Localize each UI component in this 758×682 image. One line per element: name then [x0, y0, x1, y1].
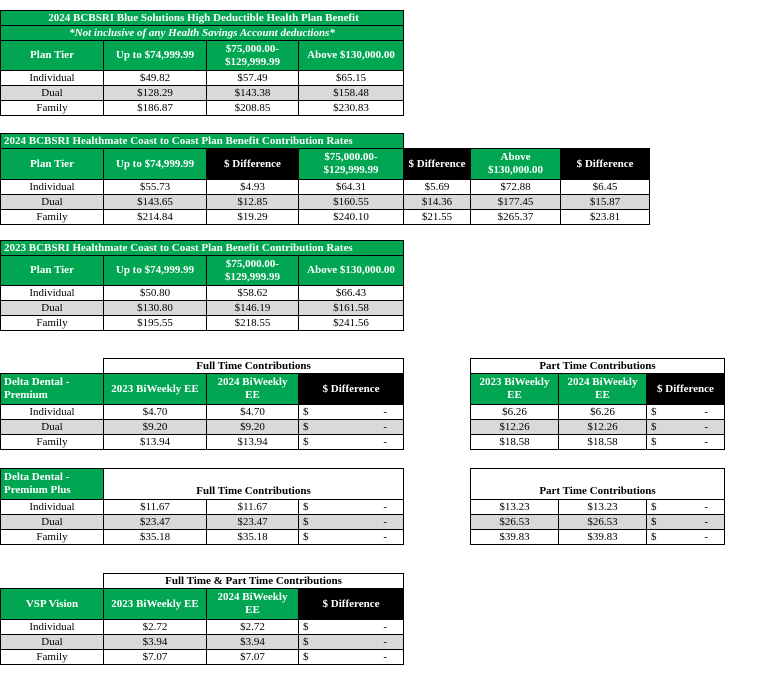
cell: $3.94 [207, 635, 299, 650]
cell: $5.69 [404, 180, 471, 195]
cell: $158.48 [299, 86, 404, 101]
col-header: Plan Tier [1, 256, 104, 286]
cell: $18.58 [471, 435, 559, 450]
table-row [1, 301, 404, 316]
coast-to-coast-2023-table [0, 240, 404, 331]
table-row [1, 180, 650, 195]
tier-label: Family [1, 316, 104, 331]
col-header: 2023 BiWeekly EE [104, 374, 207, 405]
cell: $3.94 [104, 635, 207, 650]
tier-label: Family [1, 101, 104, 116]
cell: $55.73 [104, 180, 207, 195]
cell: $6.26 [559, 405, 647, 420]
table-row [471, 530, 725, 545]
dental-premium-fulltime-table [0, 358, 404, 450]
cell: $50.80 [104, 286, 207, 301]
cell: $208.85 [207, 101, 299, 116]
cell: $23.47 [207, 515, 299, 530]
cell: $64.31 [299, 180, 404, 195]
col-header: $75,000.00- $129,999.99 [207, 41, 299, 71]
cell: $18.58 [559, 435, 647, 450]
cell: $57.49 [207, 71, 299, 86]
cell: $12.85 [207, 195, 299, 210]
cell: $49.82 [104, 71, 207, 86]
col-header: Up to $74,999.99 [104, 256, 207, 286]
coast-to-coast-2024-table [0, 133, 650, 225]
dental-plus-fulltime-table [0, 468, 404, 545]
tier-label: Individual [1, 500, 104, 515]
col-header: $ Difference [299, 589, 404, 620]
cell: $230.83 [299, 101, 404, 116]
tier-label: Individual [1, 620, 104, 635]
col-header: Up to $74,999.99 [104, 41, 207, 71]
cell: $39.83 [559, 530, 647, 545]
cell: $2.72 [207, 620, 299, 635]
cell: $2.72 [104, 620, 207, 635]
cell: $58.62 [207, 286, 299, 301]
cell: $11.67 [104, 500, 207, 515]
tier-label: Family [1, 650, 104, 665]
cell: $21.55 [404, 210, 471, 225]
diff-cell: $ - [647, 405, 725, 420]
plan-label: VSP Vision [1, 589, 104, 620]
table-row [1, 316, 404, 331]
table-row [1, 71, 404, 86]
table-row [471, 420, 725, 435]
cell: $66.43 [299, 286, 404, 301]
col-header: $ Difference [207, 149, 299, 180]
tier-label: Dual [1, 420, 104, 435]
cell: $143.38 [207, 86, 299, 101]
diff-cell: $ - [299, 635, 404, 650]
col-header: 2024 BiWeekly EE [207, 589, 299, 620]
table-row [471, 405, 725, 420]
table-row [1, 405, 404, 420]
cell: $35.18 [207, 530, 299, 545]
tier-label: Dual [1, 635, 104, 650]
cell: $214.84 [104, 210, 207, 225]
table-row [1, 195, 650, 210]
col-header: Above $130,000.00 [471, 149, 561, 180]
diff-cell: $ - [299, 420, 404, 435]
cell: $4.70 [104, 405, 207, 420]
dental-premium-parttime-table [470, 358, 725, 450]
diff-cell: $ - [299, 405, 404, 420]
tier-label: Dual [1, 515, 104, 530]
table-row [1, 210, 650, 225]
col-header: 2023 BiWeekly EE [471, 374, 559, 405]
diff-cell: $ - [299, 620, 404, 635]
tier-label: Individual [1, 180, 104, 195]
cell: $128.29 [104, 86, 207, 101]
cell: $265.37 [471, 210, 561, 225]
cell: $161.58 [299, 301, 404, 316]
cell: $13.23 [471, 500, 559, 515]
cell: $72.88 [471, 180, 561, 195]
cell: $13.94 [104, 435, 207, 450]
table-row [471, 515, 725, 530]
cell: $186.87 [104, 101, 207, 116]
cell: $6.26 [471, 405, 559, 420]
table-row [1, 86, 404, 101]
table-title: 2024 BCBSRI Blue Solutions High Deductible Health Plan Benefit [1, 11, 404, 26]
diff-cell: $ - [299, 650, 404, 665]
cell: $160.55 [299, 195, 404, 210]
cell: $65.15 [299, 71, 404, 86]
section-caption: Full Time & Part Time Contributions [104, 574, 404, 589]
vsp-vision-table [0, 573, 404, 665]
table-row [1, 286, 404, 301]
cell: $11.67 [207, 500, 299, 515]
col-header: Plan Tier [1, 41, 104, 71]
cell: $12.26 [471, 420, 559, 435]
table-title: 2024 BCBSRI Healthmate Coast to Coast Plan Benefit Contribution Rates [1, 134, 404, 149]
diff-cell: $ - [647, 530, 725, 545]
table-row [1, 620, 404, 635]
table-row [471, 435, 725, 450]
hdhp-2024-table [0, 10, 404, 116]
diff-cell: $ - [647, 500, 725, 515]
diff-cell: $ - [647, 435, 725, 450]
tier-label: Dual [1, 195, 104, 210]
table-row [1, 101, 404, 116]
col-header: Above $130,000.00 [299, 41, 404, 71]
cell: $13.94 [207, 435, 299, 450]
dental-plus-parttime-table [470, 468, 725, 545]
table-row [471, 500, 725, 515]
tier-label: Family [1, 530, 104, 545]
cell: $19.29 [207, 210, 299, 225]
diff-cell: $ - [647, 420, 725, 435]
tier-label: Dual [1, 86, 104, 101]
col-header: Up to $74,999.99 [104, 149, 207, 180]
section-caption: Part Time Contributions [471, 469, 725, 500]
col-header: Plan Tier [1, 149, 104, 180]
cell: $15.87 [561, 195, 650, 210]
table-row [1, 650, 404, 665]
diff-cell: $ - [299, 515, 404, 530]
table-row [1, 420, 404, 435]
col-header: $ Difference [299, 374, 404, 405]
col-header: 2024 BiWeekly EE [559, 374, 647, 405]
col-header: Above $130,000.00 [299, 256, 404, 286]
cell: $130.80 [104, 301, 207, 316]
cell: $26.53 [559, 515, 647, 530]
cell: $9.20 [207, 420, 299, 435]
table-subtitle: *Not inclusive of any Health Savings Account deductions* [1, 26, 404, 41]
diff-cell: $ - [299, 530, 404, 545]
col-header: $ Difference [647, 374, 725, 405]
cell: $14.36 [404, 195, 471, 210]
cell: $241.56 [299, 316, 404, 331]
tier-label: Dual [1, 301, 104, 316]
col-header: $ Difference [404, 149, 471, 180]
plan-label: Delta Dental - Premium Plus [1, 469, 104, 500]
tier-label: Family [1, 210, 104, 225]
cell: $4.93 [207, 180, 299, 195]
col-header: $ Difference [561, 149, 650, 180]
cell: $195.55 [104, 316, 207, 331]
cell: $23.47 [104, 515, 207, 530]
cell: $177.45 [471, 195, 561, 210]
diff-cell: $ - [647, 515, 725, 530]
cell: $13.23 [559, 500, 647, 515]
table-row [1, 435, 404, 450]
section-caption: Part Time Contributions [471, 359, 725, 374]
col-header: $75,000.00- $129,999.99 [299, 149, 404, 180]
cell: $23.81 [561, 210, 650, 225]
diff-cell: $ - [299, 500, 404, 515]
tier-label: Individual [1, 71, 104, 86]
tier-label: Individual [1, 405, 104, 420]
cell: $7.07 [207, 650, 299, 665]
tier-label: Family [1, 435, 104, 450]
col-header: 2023 BiWeekly EE [104, 589, 207, 620]
table-row [1, 500, 404, 515]
cell: $6.45 [561, 180, 650, 195]
cell: $35.18 [104, 530, 207, 545]
table-row [1, 635, 404, 650]
col-header: 2024 BiWeekly EE [207, 374, 299, 405]
diff-cell: $ - [299, 435, 404, 450]
col-header: $75,000.00- $129,999.99 [207, 256, 299, 286]
cell: $146.19 [207, 301, 299, 316]
cell: $12.26 [559, 420, 647, 435]
cell: $218.55 [207, 316, 299, 331]
table-row [1, 515, 404, 530]
cell: $143.65 [104, 195, 207, 210]
plan-label: Delta Dental - Premium [1, 374, 104, 405]
cell: $9.20 [104, 420, 207, 435]
section-caption: Full Time Contributions [104, 469, 404, 500]
cell: $4.70 [207, 405, 299, 420]
cell: $39.83 [471, 530, 559, 545]
cell: $240.10 [299, 210, 404, 225]
section-caption: Full Time Contributions [104, 359, 404, 374]
cell: $26.53 [471, 515, 559, 530]
table-row [1, 530, 404, 545]
tier-label: Individual [1, 286, 104, 301]
table-title: 2023 BCBSRI Healthmate Coast to Coast Plan Benefit Contribution Rates [1, 241, 404, 256]
cell: $7.07 [104, 650, 207, 665]
